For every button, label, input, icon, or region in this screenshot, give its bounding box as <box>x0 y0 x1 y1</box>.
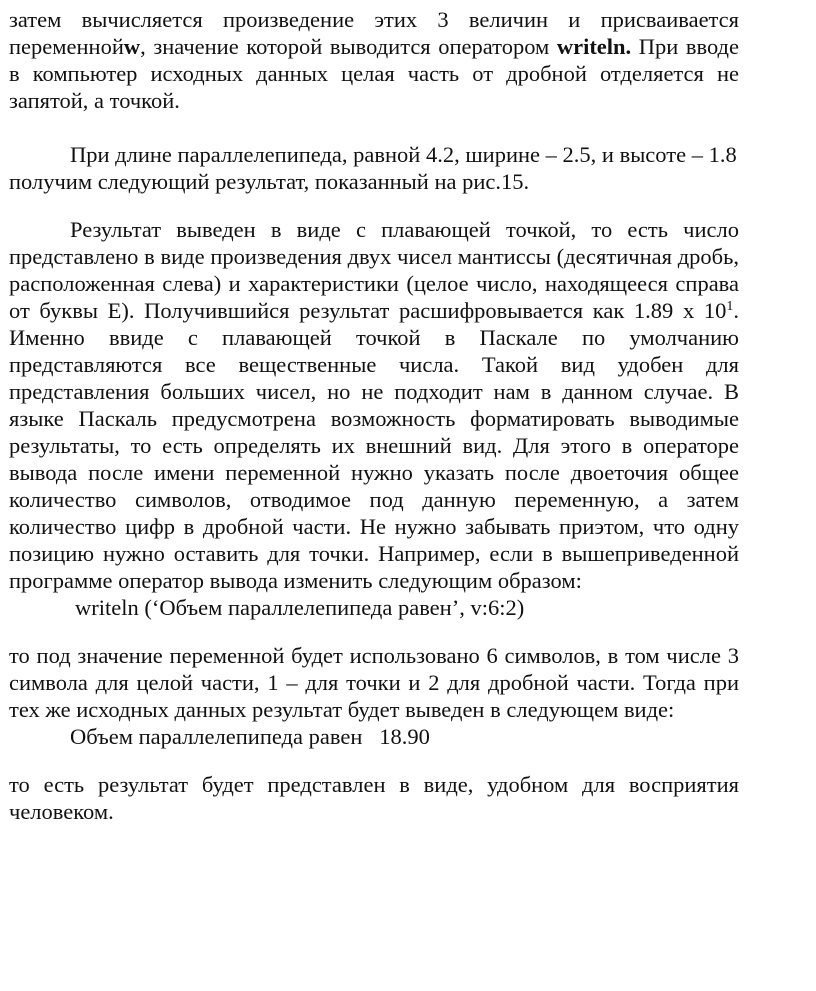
paragraph-format-explanation: то под значение переменной будет использовано 6 символов, в том числе 3 символа для целой части, 1 – для точки и 2 для дробной части. Тогда при тех же исходных данных результат будет выведен в следующем виде: <box>9 643 739 722</box>
paragraph-intro-text-3: При вводе в компьютер исходных данных целая часть от дробной отделяется не запятой, а точкой. <box>9 34 739 113</box>
code-example: writeln (‘Объем параллелепипеда равен’, v:6:2) <box>75 595 525 620</box>
paragraph-explanation <box>9 216 739 594</box>
variable-w: w <box>123 34 141 59</box>
paragraph-intro-text-1: затем вычисляется произведение этих 3 величин и присваивается переменной <box>9 7 739 59</box>
paragraph-intro-text-2: , значение которой выводится оператором <box>140 34 557 59</box>
output-example: Объем параллелепипеда равен 18.90 <box>70 724 430 749</box>
paragraph-dimensions-result: получим следующий результат, показанный на рис.15. <box>9 169 530 194</box>
paragraph-explanation-text-1: Результат выведен в виде с плавающей точкой, то есть число представлено в виде произведения двух чисел мантиссы (десятичная дробь, расположенная слева) и характеристики (целое число, находящееся справа от буквы Е). Получившийся результат расшифровывается как 1.89 х 10 <box>9 217 739 323</box>
document-page <box>9 6 739 825</box>
paragraph-conclusion: то есть результат будет представлен в виде, удобном для восприятия человеком. <box>9 772 739 824</box>
keyword-writeln: writeln. <box>556 34 632 59</box>
paragraph-dimensions: При длине параллелепипеда, равной 4.2, ширине – 2.5, и высоте – 1.8 <box>70 142 737 167</box>
paragraph-intro <box>9 6 739 114</box>
paragraph-explanation-text-2: . Именно ввиде с плавающей точкой в Паскале по умолчанию представляются все вещественные числа. Такой вид удобен для представления больших чисел, но не подходит нам в данном случае. В языке Паскаль предусмотрена возможность форматировать выводимые результаты, то есть определять их внешний вид. Для этого в операторе вывода после имени переменной нужно указать после двоеточия общее количество символов, отводимое под данную переменную, а затем количество цифр в дробной части. Не нужно забывать приэтом, что одну позицию нужно оставить для точки. Например, если в вышеприведенной программе оператор вывода изменить следующим образом: <box>9 298 739 593</box>
exponent-superscript: 1 <box>726 299 734 314</box>
